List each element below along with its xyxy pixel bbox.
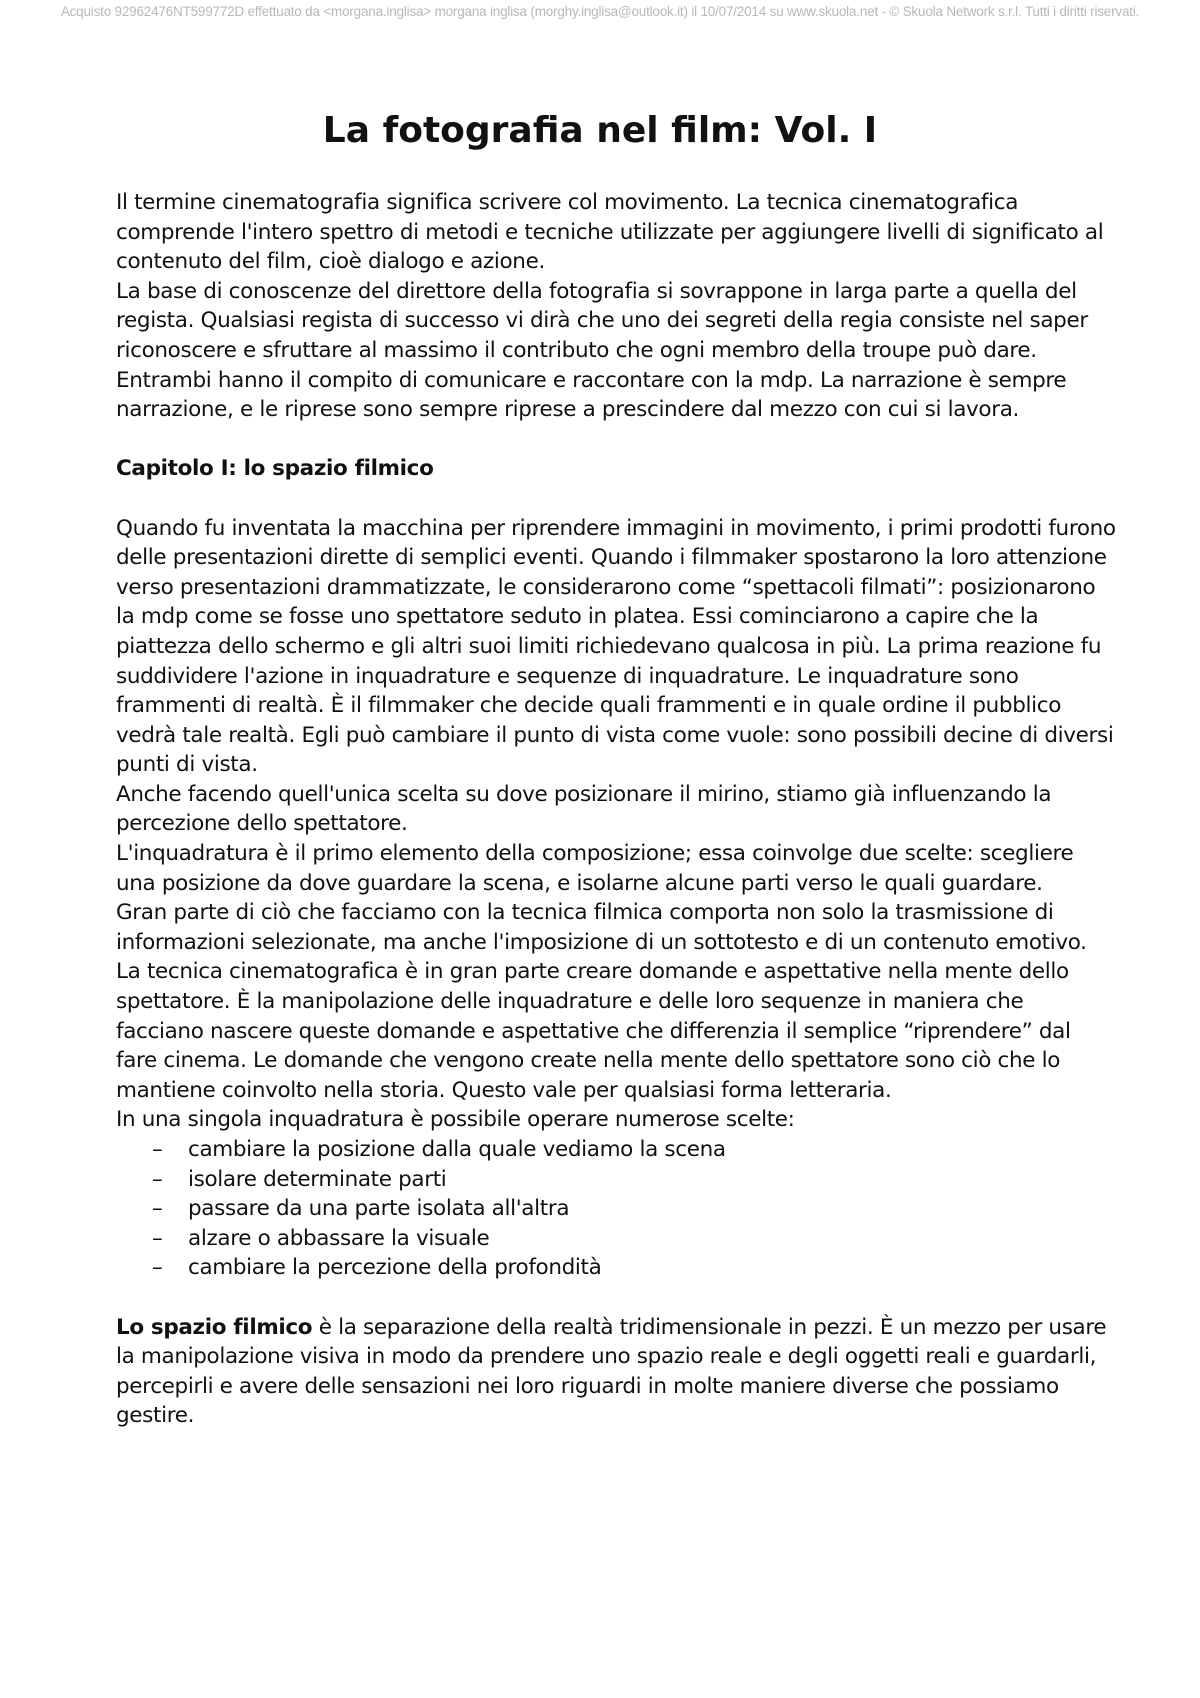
body-paragraph: L'inquadratura è il primo elemento della composizione; essa coinvolge due scelte: scegliere una posizione da dove guardare la scena, e isolarne alcune parti verso le quali guardare.: [116, 841, 1074, 896]
dash-marker: –: [152, 1225, 163, 1251]
spacer: [116, 1283, 1116, 1313]
document-title: La fotografia nel film: Vol. I: [322, 110, 878, 151]
chapter-heading: Capitolo I: lo spazio filmico: [116, 456, 434, 482]
dash-marker: –: [152, 1196, 163, 1222]
list-item: [152, 1135, 1116, 1165]
list-item-text: alzare o abbassare la visuale: [188, 1225, 490, 1251]
list-item: [152, 1194, 1116, 1224]
body-paragraph: Gran parte di ciò che facciamo con la tecnica filmica comporta non solo la trasmissione di informazioni selezionate, ma anche l'imposizione di un sottotesto e di un contenuto emotivo.: [116, 900, 1087, 955]
spacer: [116, 425, 1116, 455]
list-item-text: cambiare la posizione dalla quale vediamo la scena: [188, 1137, 726, 1162]
definition-paragraph: [116, 1313, 1116, 1431]
list-item-text: isolare determinate parti: [188, 1166, 447, 1192]
purchase-watermark: Acquisto 92962476NT599772D effettuato da <morgana.inglisa> morgana inglisa (morghy.inglisa@outlook.it) il 10/07/2014 su www.skuola.net - © Skuola Network s.r.l. Tutti i diritti riservati.: [60, 4, 1140, 19]
body-paragraph: La tecnica cinematografica è in gran parte creare domande e aspettative nella mente dello spettatore. È la manipolazione delle inquadrature e delle loro sequenze in maniera che facciano nascere queste domande e aspettative che differenzia il semplice “riprendere” dal fare cinema. Le domande che vengono create nella mente dello spettatore sono ciò che lo mantiene coinvolto nella storia. Questo vale per qualsiasi forma letteraria.: [116, 959, 1071, 1103]
definition-term: Lo spazio filmico: [116, 1314, 313, 1340]
intro-paragraph: La base di conoscenze del direttore della fotografia si sovrappone in larga parte a quella del regista. Qualsiasi regista di successo vi dirà che uno dei segreti della regia consiste nel saper riconoscere e sfruttare al massimo il contributo che ogni membro della troupe può dare. Entrambi hanno il compito di comunicare e raccontare con la mdp. La narrazione è sempre narrazione, e le riprese sono sempre riprese a prescindere dal mezzo con cui si lavora.: [116, 278, 1088, 423]
list-item: [152, 1165, 1116, 1195]
list-item: [152, 1224, 1116, 1254]
list-item-text: cambiare la percezione della profondità: [188, 1255, 602, 1281]
document-body: [116, 188, 1116, 1431]
dash-marker: –: [152, 1137, 163, 1162]
body-paragraph: Anche facendo quell'unica scelta su dove posizionare il mirino, stiamo già influenzando la percezione dello spettatore.: [116, 781, 1052, 837]
body-paragraph: In una singola inquadratura è possibile operare numerose scelte:: [116, 1107, 795, 1133]
intro-paragraph: Il termine cinematografia significa scrivere col movimento. La tecnica cinematografica comprende l'intero spettro di metodi e tecniche utilizzate per aggiungere livelli di significato al contenuto del film, cioè dialogo e azione.: [116, 190, 1104, 275]
list-item-text: passare da una parte isolata all'altra: [188, 1196, 570, 1222]
body-paragraph: Quando fu inventata la macchina per riprendere immagini in movimento, i primi prodotti furono delle presentazioni dirette di semplici eventi. Quando i filmmaker spostarono la loro attenzione verso presentazioni drammatizzate, le considerarono come “spettacoli filmati”: posizionarono la mdp come se fosse uno spettatore seduto in platea. Essi cominciarono a capire che la piattezza dello schermo e gli altri suoi limiti richiedevano qualcosa in più. La prima reazione fu suddividere l'azione in inquadrature e sequenze di inquadrature. Le inquadrature sono frammenti di realtà. È il filmmaker che decide quali frammenti e in quale ordine il pubblico vedrà tale realtà. Egli può cambiare il punto di vista come vuole: sono possibili decine di diversi punti di vista.: [116, 515, 1116, 778]
definition-text: è la separazione della realtà tridimensionale in pezzi. È un mezzo per usare la manipolazione visiva in modo da prendere uno spazio reale e degli oggetti reali e guardarli, percepirli e avere delle sensazioni nei loro riguardi in molte maniere diverse che possiamo gestire.: [116, 1314, 1107, 1429]
dash-marker: –: [152, 1255, 163, 1281]
shot-choices-list: [116, 1135, 1116, 1283]
list-item: [152, 1253, 1116, 1283]
dash-marker: –: [152, 1166, 163, 1192]
spacer: [116, 484, 1116, 514]
